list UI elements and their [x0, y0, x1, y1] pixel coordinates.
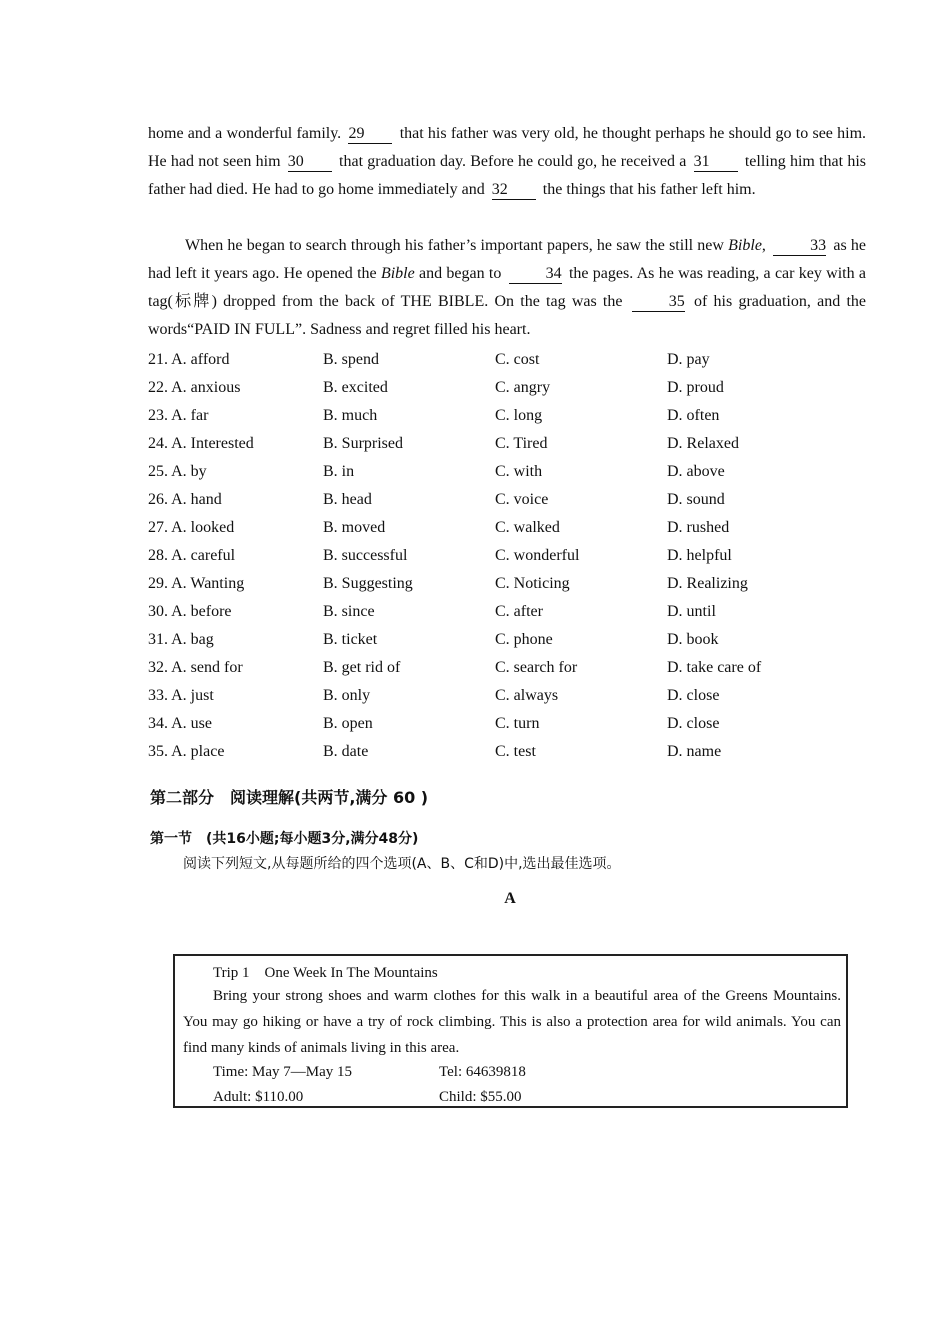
blank-32: 32	[492, 181, 536, 200]
option-row	[148, 430, 868, 458]
passage-text: home and a wonderful family.	[148, 125, 342, 142]
trip-box	[173, 954, 848, 1108]
trip-title: Trip 1 One Week In The Mountains	[213, 965, 438, 981]
passage-text: that graduation day. Before he could go, he received a	[339, 153, 687, 170]
bible-word: Bible	[380, 265, 415, 282]
passage-label: A	[504, 890, 516, 907]
bible-word: Bible	[728, 237, 762, 254]
passage-text: ,	[761, 237, 766, 254]
option-d[interactable]: D. Realizing	[667, 575, 748, 592]
option-b[interactable]: B. much	[323, 407, 378, 424]
option-a[interactable]: 24. A. Interested	[148, 435, 254, 452]
option-d[interactable]: D. sound	[667, 491, 725, 508]
option-c[interactable]: C. wonderful	[495, 547, 580, 564]
option-b[interactable]: B. Surprised	[323, 435, 403, 452]
trip-adult-price: Adult: $110.00	[213, 1089, 304, 1105]
option-row	[148, 598, 868, 626]
trip-time: Time: May 7—May 15	[213, 1064, 353, 1080]
passage-text: of his graduation, and the words“PAID IN FULL”. Sadness and regret filled his heart.	[148, 293, 867, 338]
option-a[interactable]: 33. A. just	[148, 687, 214, 704]
option-a[interactable]: 31. A. bag	[148, 631, 214, 648]
section-one-heading: 第一节 (共16小题;每小题3分,满分48分)	[150, 831, 419, 847]
option-c[interactable]: C. always	[495, 687, 559, 704]
trip-tel: Tel: 64639818	[439, 1064, 526, 1080]
option-d[interactable]: D. name	[667, 743, 722, 760]
option-d[interactable]: D. pay	[667, 351, 710, 368]
option-b[interactable]: B. excited	[323, 379, 388, 396]
option-row	[148, 514, 868, 542]
option-c[interactable]: C. long	[495, 407, 543, 424]
option-d[interactable]: D. take care of	[667, 659, 762, 676]
option-d[interactable]: D. until	[667, 603, 716, 620]
option-c[interactable]: C. Tired	[495, 435, 548, 452]
option-a[interactable]: 26. A. hand	[148, 491, 222, 508]
option-a[interactable]: 34. A. use	[148, 715, 212, 732]
option-b[interactable]: B. Suggesting	[323, 575, 413, 592]
option-row	[148, 738, 868, 766]
option-c[interactable]: C. voice	[495, 491, 549, 508]
blank-35: 35	[632, 293, 685, 312]
option-c[interactable]: C. search for	[495, 659, 578, 676]
blank-29: 29	[348, 125, 392, 144]
option-b[interactable]: B. get rid of	[323, 659, 401, 676]
option-c[interactable]: C. with	[495, 463, 543, 480]
option-b[interactable]: B. successful	[323, 547, 408, 564]
option-c[interactable]: C. angry	[495, 379, 551, 396]
option-row	[148, 710, 868, 738]
option-row	[148, 682, 868, 710]
option-c[interactable]: C. turn	[495, 715, 540, 732]
passage-paragraph-1	[148, 120, 866, 204]
option-c[interactable]: C. test	[495, 743, 536, 760]
option-a[interactable]: 29. A. Wanting	[148, 575, 245, 592]
option-b[interactable]: B. in	[323, 463, 355, 480]
option-c[interactable]: C. after	[495, 603, 543, 620]
passage-text: as he had left it years ago. He opened the	[148, 237, 866, 282]
passage-text: the things that his father left him.	[542, 181, 756, 198]
option-row	[148, 486, 868, 514]
option-d[interactable]: D. proud	[667, 379, 724, 396]
option-a[interactable]: 21. A. afford	[148, 351, 230, 368]
option-d[interactable]: D. close	[667, 687, 720, 704]
option-a[interactable]: 30. A. before	[148, 603, 232, 620]
option-d[interactable]: D. close	[667, 715, 720, 732]
option-d[interactable]: D. above	[667, 463, 725, 480]
option-a[interactable]: 32. A. send for	[148, 659, 243, 676]
part-two-heading: 第二部分 阅读理解(共两节,满分 60 )	[150, 788, 429, 807]
option-c[interactable]: C. phone	[495, 631, 553, 648]
option-row	[148, 570, 868, 598]
passage-text: telling him that his father had died. He had to go home immediately and	[148, 153, 867, 198]
option-a[interactable]: 35. A. place	[148, 743, 225, 760]
passage-text: that his father was very old, he thought perhaps he should go to see him. He had not seen him	[148, 125, 867, 170]
option-row	[148, 654, 868, 682]
option-b[interactable]: B. head	[323, 491, 372, 508]
option-row	[148, 402, 868, 430]
option-b[interactable]: B. since	[323, 603, 375, 620]
option-b[interactable]: B. open	[323, 715, 373, 732]
option-b[interactable]: B. spend	[323, 351, 379, 368]
option-a[interactable]: 22. A. anxious	[148, 379, 241, 396]
option-row	[148, 626, 868, 654]
option-row	[148, 542, 868, 570]
option-b[interactable]: B. date	[323, 743, 369, 760]
option-d[interactable]: D. Relaxed	[667, 435, 739, 452]
option-a[interactable]: 27. A. looked	[148, 519, 235, 536]
option-c[interactable]: C. walked	[495, 519, 560, 536]
option-b[interactable]: B. ticket	[323, 631, 378, 648]
passage-paragraph-2	[148, 232, 866, 344]
option-d[interactable]: D. rushed	[667, 519, 730, 536]
option-a[interactable]: 28. A. careful	[148, 547, 236, 564]
passage-text: the pages. As he was reading, a car key with a tag(标牌) dropped from the back of THE BIBLE. On the tag was the	[148, 265, 867, 310]
blank-31: 31	[694, 153, 738, 172]
option-row	[148, 346, 868, 374]
option-row	[148, 374, 868, 402]
option-row	[148, 458, 868, 486]
option-a[interactable]: 23. A. far	[148, 407, 209, 424]
option-c[interactable]: C. Noticing	[495, 575, 570, 592]
trip-description: Bring your strong shoes and warm clothes for this walk in a beautiful area of the Greens Mountains. You may go hiking or have a try of rock climbing. This is also a protection area for wild animals. You can find many kinds of animals living in this area.	[183, 988, 841, 1056]
blank-34: 34	[509, 265, 562, 284]
option-b[interactable]: B. moved	[323, 519, 386, 536]
option-a[interactable]: 25. A. by	[148, 463, 207, 480]
trip-child-price: Child: $55.00	[439, 1089, 522, 1105]
reading-instruction: 阅读下列短文,从每题所给的四个选项(A、B、C和D)中,选出最佳选项。	[183, 856, 621, 872]
option-d[interactable]: D. book	[667, 631, 719, 648]
option-d[interactable]: D. often	[667, 407, 720, 424]
passage-text: and began to	[414, 265, 502, 282]
option-d[interactable]: D. helpful	[667, 547, 732, 564]
blank-33: 33	[773, 237, 826, 256]
blank-30: 30	[288, 153, 332, 172]
option-b[interactable]: B. only	[323, 687, 371, 704]
passage-text: When he began to search through his father’s important papers, he saw the still new	[185, 237, 729, 254]
option-c[interactable]: C. cost	[495, 351, 540, 368]
